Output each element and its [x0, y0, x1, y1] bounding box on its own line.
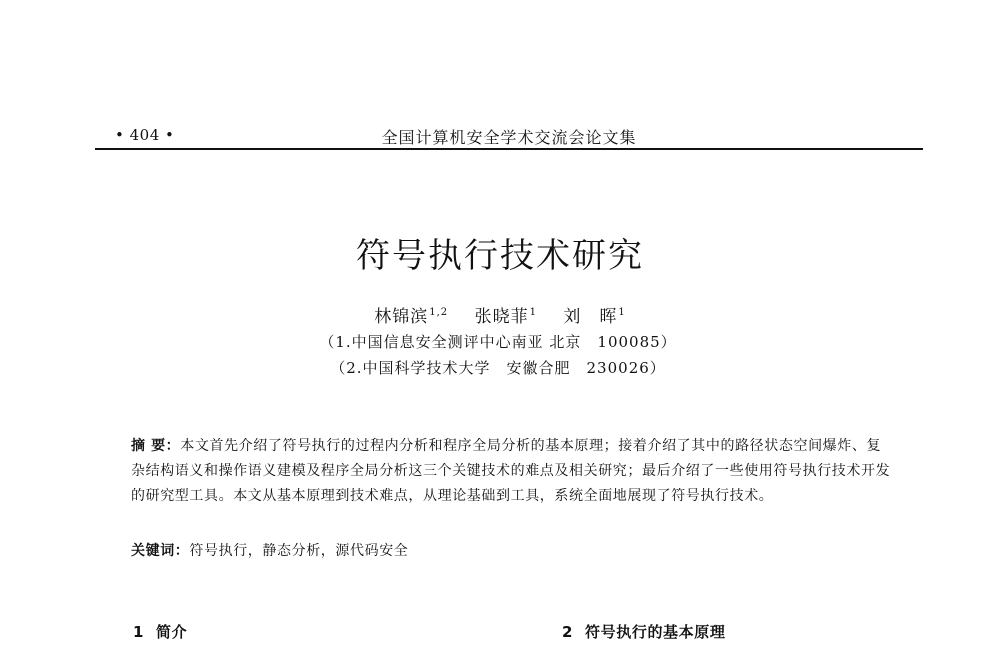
running-header	[95, 126, 923, 150]
paper-title: 符号执行技术研究	[356, 236, 644, 276]
page-number: • 404 •	[115, 126, 175, 144]
section-heading-1: 1 简介	[133, 623, 188, 641]
keywords-label: 关键词：	[131, 543, 190, 559]
author-1: 林锦滨$^{1,2}$	[374, 307, 449, 327]
section-heading-2: 2 符号执行的基本原理	[562, 623, 726, 641]
keywords	[131, 540, 891, 560]
abstract-text: 本文首先介绍了符号执行的过程内分析和程序全局分析的基本原理；接着介绍了其中的路径状态空间爆炸、复杂结构语义和操作语义建模及程序全局分析这三个关键技术的难点及相关研究；最后介绍了一些使用符号执行技术开发的研究型工具。本文从基本原理到技术难点，从理论基础到工具，系统全面地展现了符号执行技术。	[131, 438, 891, 504]
author-2-affiliation-mark: 1	[529, 307, 537, 319]
keywords-text: 符号执行，静态分析，源代码安全	[189, 543, 409, 559]
author-1-affiliation-mark: 1,2	[429, 307, 449, 319]
affiliation-2: （2.中国科学技术大学 安徽合肥 230026）	[330, 359, 666, 377]
abstract-label: 摘 要：	[131, 438, 181, 454]
abstract	[131, 434, 891, 509]
journal-title: 全国计算机安全学术交流会论文集	[381, 128, 637, 147]
affiliation-1: （1.中国信息安全测评中心南亚 北京 100085）	[319, 333, 677, 351]
author-3-affiliation-mark: 1	[618, 307, 626, 319]
author-3: 刘 晖$^1$	[563, 307, 626, 327]
author-list	[0, 302, 1000, 327]
author-2: 张晓菲$^1$	[474, 307, 537, 327]
